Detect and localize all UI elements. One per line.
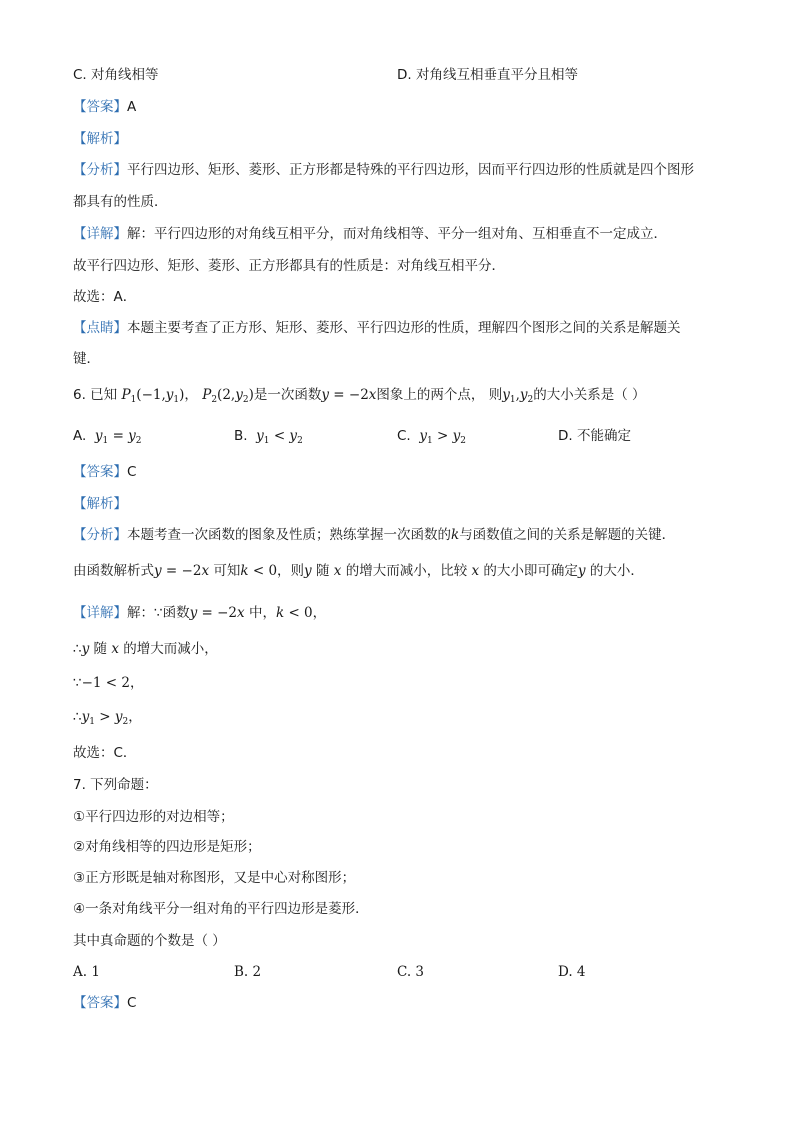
- q6-analysis-tag: 【解析】: [73, 496, 127, 512]
- dianjing-text: 本题主要考查了正方形、矩形、菱形、平行四边形的性质，理解四个图形之间的关系是解题关: [127, 320, 681, 336]
- option-c: C. 对角线相等: [73, 67, 159, 83]
- xiangjie-text: 解：平行四边形的对角线互相平分，而对角线相等、平分一组对角、互相垂直不一定成立．: [127, 226, 667, 242]
- q6-answer-tag: 【答案】: [73, 464, 127, 480]
- q6-option-b: B. $y_1 < y_2$: [234, 428, 303, 446]
- q6-s4-a: ∴: [73, 709, 82, 725]
- xiangjie-line-2: 故平行四边形、矩形、菱形、正方形都具有的性质是：对角线互相平分．: [73, 258, 505, 274]
- xiangjie-line-1: [73, 225, 667, 243]
- q6-mid: 是一次函数: [253, 387, 322, 403]
- q6-xj-a: 解：∵函数: [127, 605, 190, 621]
- q6-num: 6. 已知: [73, 387, 118, 403]
- q6-l2-g: 的大小．: [589, 563, 644, 579]
- q7-answer-value: C: [127, 995, 137, 1011]
- q6-xiangjie-line: 【详解】解：∵函数y = −2x 中，k < 0，: [73, 605, 327, 621]
- q6-answer-value: C: [127, 464, 137, 480]
- dianjing-line-2: 键．: [73, 351, 100, 367]
- xiangjie-tag: 【详解】: [73, 226, 127, 242]
- answer-tag: 【答案】: [73, 99, 127, 115]
- q7-item-2: ②对角线相等的四边形是矩形；: [73, 839, 261, 855]
- fenxi-text: 平行四边形、矩形、菱形、正方形都是特殊的平行四边形，因而平行四边形的性质就是四个图形: [127, 162, 694, 178]
- point-p1: $P_1(-1,y_1)$: [121, 387, 185, 405]
- q6-sep: ，: [184, 387, 198, 403]
- q6-s2-b: 随: [93, 641, 108, 657]
- q6-step4: $\therefore y_1 > y_2$，: [73, 709, 142, 727]
- q6-l2-e: 的增大而减小，比较: [345, 563, 468, 579]
- q6-fenxi-line-2: 由函数解析式y = −2x 可知k < 0，则y 随 x 的增大而减小，比较 x 的大小即可确定y 的大小．: [73, 563, 644, 579]
- q7-option-a: A. 1: [73, 964, 100, 980]
- dianjing-line-1: [73, 319, 681, 337]
- q6-step3: ∵−1 < 2，: [73, 675, 144, 691]
- q7-title: 7. 下列命题：: [73, 777, 158, 793]
- fenxi-line-2: 都具有的性质．: [73, 194, 168, 210]
- q7-answer-line: [73, 994, 136, 1012]
- q6-xj-c: ，: [312, 605, 327, 621]
- point-p2: $P_2(2,y_2)$: [202, 387, 254, 405]
- analysis-tag: 【解析】: [73, 131, 127, 147]
- q6-s2-c: 的增大而减小，: [123, 641, 218, 657]
- q6-l2-c: ，则: [277, 563, 305, 579]
- q6-option-c: C. $y_1 > y_2$: [397, 428, 466, 446]
- q6-l2-a: 由函数解析式: [73, 563, 154, 579]
- q6-choose: 故选：C．: [73, 745, 137, 761]
- q6-fenxi-tag: 【分析】: [73, 527, 127, 543]
- q6-tail: 的大小关系是（ ）: [533, 387, 646, 403]
- q6-fenxi-text-b: 与函数值之间的关系是解题的关键．: [459, 527, 676, 543]
- q7-option-c: C. 3: [397, 964, 425, 980]
- q6-l2-f: 的大小即可确定: [483, 563, 578, 579]
- q6-stem: [73, 386, 646, 404]
- q7-item-4: ④一条对角线平分一组对角的平行四边形是菱形．: [73, 901, 369, 917]
- y1-y2: $y_1,y_2$: [502, 387, 534, 405]
- q6-option-b-label: B.: [234, 428, 248, 444]
- fenxi-line-1: [73, 161, 694, 179]
- q6-answer-line: [73, 463, 136, 481]
- q6-s3-a: ∵: [73, 675, 82, 691]
- q6-option-a: A. $y_1 = y_2$: [73, 428, 142, 446]
- q7-item-3: ③正方形既是轴对称图形，又是中心对称图形；: [73, 870, 356, 886]
- q7-answer-tag: 【答案】: [73, 995, 127, 1011]
- q6-mid2: 图象上的两个点， 则: [376, 387, 503, 403]
- q7-option-d: D. 4: [558, 964, 586, 980]
- q7-option-b: B. 2: [234, 964, 262, 980]
- q6-fenxi-line: 【分析】本题考查一次函数的图象及性质；熟练掌握一次函数的k与函数值之间的关系是解题的关键．: [73, 527, 676, 543]
- q6-option-a-label: A.: [73, 428, 87, 444]
- q6-s3-b: ，: [129, 675, 144, 691]
- dianjing-tag: 【点睛】: [73, 320, 127, 336]
- q6-step2: ∴y 随 x 的增大而减小，: [73, 641, 218, 657]
- q7-item-1: ①平行四边形的对边相等；: [73, 809, 234, 825]
- q6-s4-b: ，: [128, 709, 142, 725]
- q6-option-c-label: C.: [397, 428, 411, 444]
- q6-xiangjie-tag: 【详解】: [73, 605, 127, 621]
- q6-s2-a: ∴: [73, 641, 82, 657]
- q6-fenxi-text-a: 本题考查一次函数的图象及性质；熟练掌握一次函数的: [127, 527, 451, 543]
- fenxi-tag: 【分析】: [73, 162, 127, 178]
- answer-line: [73, 98, 136, 116]
- q6-l2-d: 随: [315, 563, 330, 579]
- q6-option-d: D. 不能确定: [558, 428, 631, 444]
- choose-line: 故选：A．: [73, 289, 137, 305]
- q7-question: 其中真命题的个数是（ ）: [73, 933, 226, 949]
- function-expr: y = −2x: [321, 387, 377, 403]
- answer-value: A: [127, 99, 137, 115]
- option-d: D. 对角线互相垂直平分且相等: [397, 67, 578, 83]
- q6-l2-b: 可知: [213, 563, 241, 579]
- q6-xj-b: 中，: [248, 605, 276, 621]
